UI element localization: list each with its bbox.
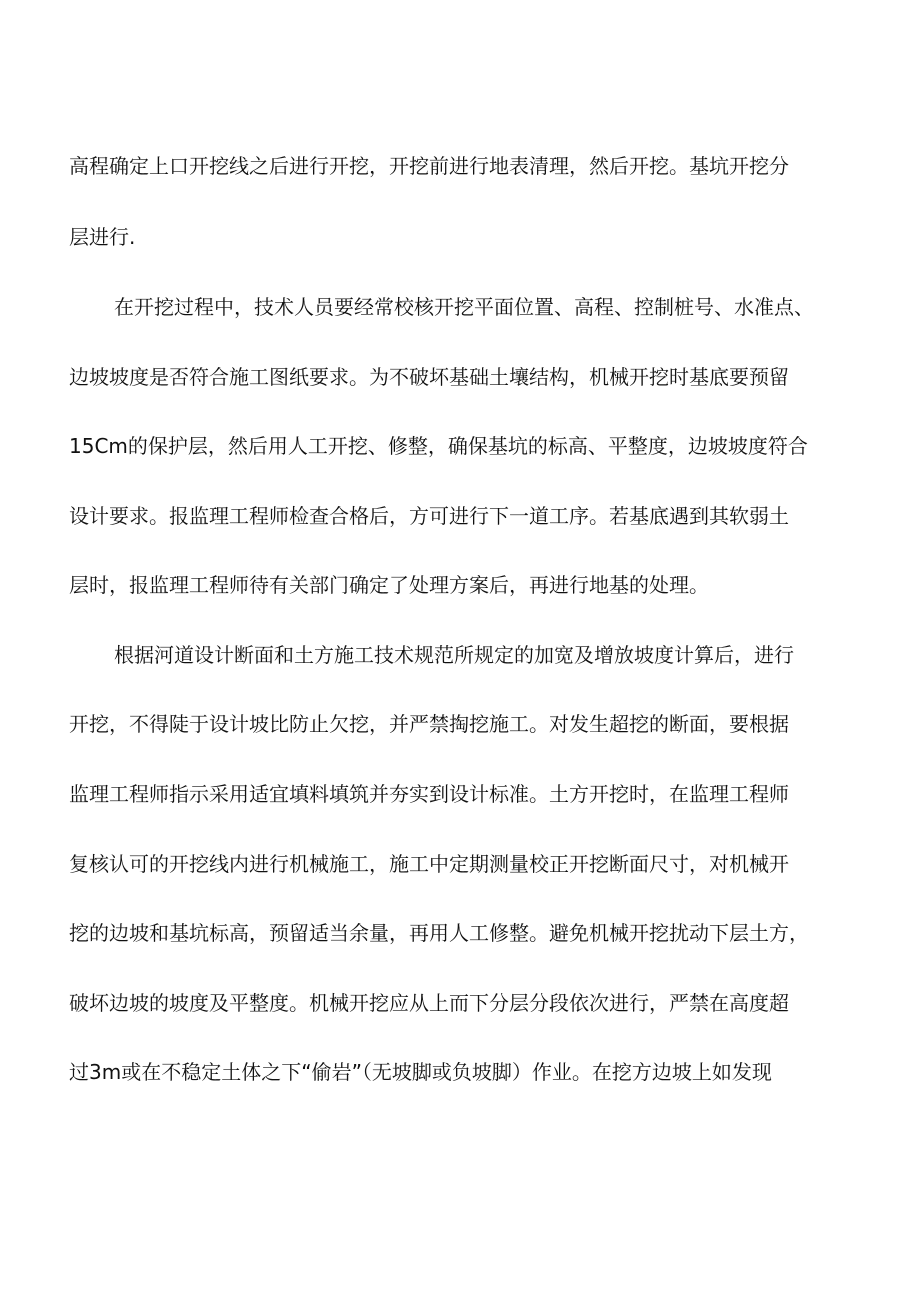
text-line: 15Cm的保护层，然后用人工开挖、修整，确保基坑的标高、平整度，边坡坡度符合 xyxy=(69,434,808,458)
text-line: 过3m或在不稳定土体之下“偷岩”（无坡脚或负坡脚）作业。在挖方边坡上如发现 xyxy=(69,1060,772,1084)
text-line: 复核认可的开挖线内进行机械施工，施工中定期测量校正开挖断面尺寸，对机械开 xyxy=(69,852,789,876)
text-line: 挖的边坡和基坑标高，预留适当余量，再用人工修整。避免机械开挖扰动下层土方， xyxy=(69,921,809,945)
text-line: 根据河道设计断面和土方施工技术规范所规定的加宽及增放坡度计算后，进行 xyxy=(114,643,794,667)
text-line: 层时，报监理工程师待有关部门确定了处理方案后，再进行地基的处理。 xyxy=(69,573,709,597)
text-line: 破坏边坡的坡度及平整度。机械开挖应从上而下分层分段依次进行，严禁在高度超 xyxy=(69,991,789,1015)
text-line: 层进行. xyxy=(69,225,136,249)
text-line: 设计要求。报监理工程师检查合格后，方可进行下一道工序。若基底遇到其软弱土 xyxy=(69,504,789,528)
text-line: 监理工程师指示采用适宜填料填筑并夯实到设计标准。土方开挖时，在监理工程师 xyxy=(69,782,789,806)
text-line: 高程确定上口开挖线之后进行开挖，开挖前进行地表清理，然后开挖。基坑开挖分 xyxy=(69,154,789,178)
text-line: 边坡坡度是否符合施工图纸要求。为不破坏基础土壤结构，机械开挖时基底要预留 xyxy=(69,365,789,389)
text-line: 在开挖过程中，技术人员要经常校核开挖平面位置、高程、控制桩号、水准点、 xyxy=(114,295,814,319)
text-line: 开挖，不得陡于设计坡比防止欠挖，并严禁掏挖施工。对发生超挖的断面，要根据 xyxy=(69,712,789,736)
